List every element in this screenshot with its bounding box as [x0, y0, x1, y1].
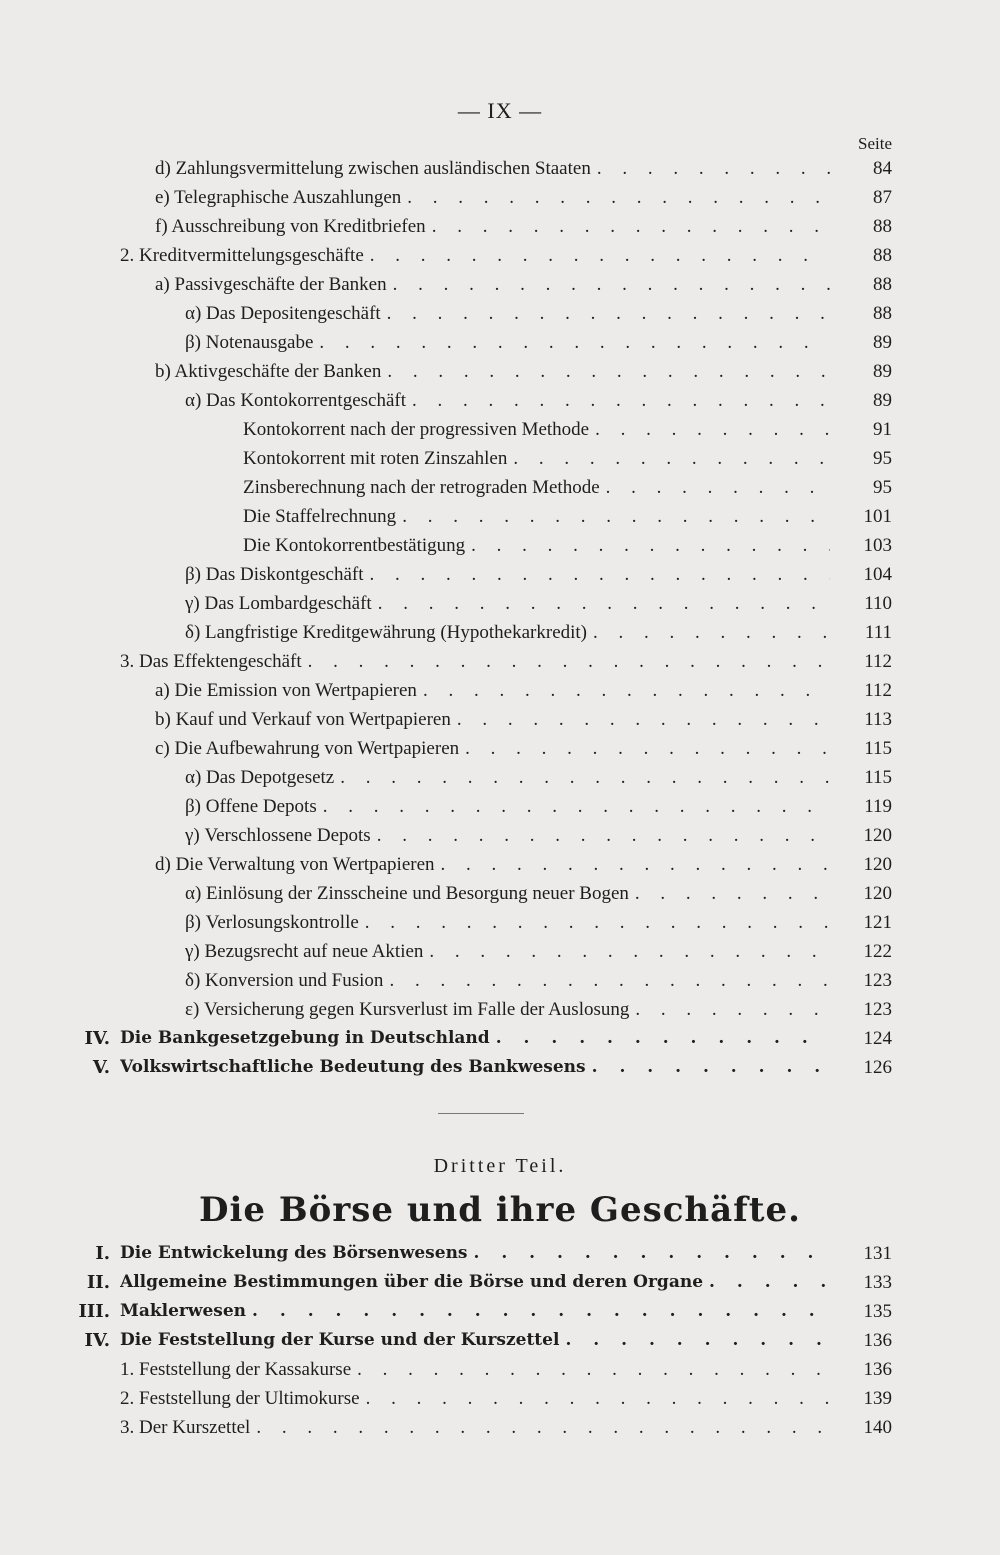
toc-entry [0, 999, 1000, 1028]
toc-entry-line [185, 564, 830, 586]
toc-entry [0, 1330, 1000, 1359]
dot-leader [387, 303, 830, 325]
toc-entry-page: 119 [864, 796, 892, 817]
dot-leader [357, 1359, 830, 1381]
toc-entry-page: 87 [873, 187, 892, 208]
toc-entry-page: 121 [863, 912, 892, 933]
toc-entry-title: 2. Kreditvermittelungsgeschäfte [120, 245, 364, 266]
toc-entry [0, 158, 1000, 187]
toc-entry-line [185, 970, 830, 992]
toc-entry-title: a) Passivgeschäfte der Banken [155, 274, 387, 295]
toc-entry [0, 767, 1000, 796]
toc-entry-page: 84 [873, 158, 892, 179]
dot-leader [597, 158, 830, 180]
toc-entry-line [155, 738, 830, 760]
dot-leader [377, 825, 830, 847]
toc-entry-page: 95 [873, 448, 892, 469]
toc-entry-page: 111 [864, 622, 892, 643]
toc-entry [0, 390, 1000, 419]
toc-entry-page: 89 [873, 390, 892, 411]
dot-leader [256, 1417, 830, 1439]
toc-entry-page: 88 [873, 245, 892, 266]
toc-entry-line [120, 245, 830, 267]
dot-leader [402, 506, 830, 528]
toc-entry [0, 825, 1000, 854]
page-number: — IX — [457, 98, 543, 123]
part-label: Dritter Teil. [433, 1155, 567, 1177]
toc-entry-page: 88 [873, 303, 892, 324]
section-divider [438, 1113, 524, 1114]
toc-entry-line [243, 448, 830, 470]
toc-entry-number: V. [92, 1057, 110, 1078]
toc-entry-page: 123 [863, 999, 892, 1020]
toc-entry-line [155, 274, 830, 296]
dot-leader [370, 245, 830, 267]
toc-entry [0, 796, 1000, 825]
toc-entry-title: Die Feststellung der Kurse und der Kurszettel [120, 1330, 560, 1350]
toc-entry [0, 1028, 1000, 1057]
toc-entry-line [120, 651, 830, 673]
toc-entry-number: III. [78, 1301, 110, 1322]
toc-entry-page: 88 [873, 216, 892, 237]
part-title: Die Börse und ihre Geschäfte. [199, 1190, 801, 1230]
seite-column-label: Seite [858, 134, 892, 153]
dot-leader [319, 332, 830, 354]
toc-entry-page: 120 [863, 825, 892, 846]
toc-entry-title: Zinsberechnung nach der retrograden Methode [243, 477, 600, 498]
toc-entry-title: Maklerwesen [120, 1301, 247, 1321]
toc-entry-title: d) Zahlungsvermittelung zwischen ausländischen Staaten [155, 158, 591, 179]
toc-entry-line [185, 796, 830, 818]
toc-entry [0, 274, 1000, 303]
toc-entry-page: 120 [863, 883, 892, 904]
dot-leader [709, 1272, 830, 1292]
toc-entry-page: 103 [863, 535, 892, 556]
dot-leader [387, 361, 830, 383]
toc-entry-title: f) Ausschreibung von Kreditbriefen [155, 216, 426, 237]
toc-entry-title: α) Einlösung der Zinsscheine und Besorgung neuer Bogen [185, 883, 629, 904]
dot-leader [593, 622, 830, 644]
toc-entry-line [120, 1272, 830, 1292]
toc-entry [0, 970, 1000, 999]
toc-entry-page: 115 [864, 738, 892, 759]
toc-entry [0, 564, 1000, 593]
toc-entry-title: b) Aktivgeschäfte der Banken [155, 361, 382, 382]
toc-entry-line [120, 1028, 830, 1048]
toc-entry-line [185, 390, 830, 412]
toc-entry-line [120, 1359, 830, 1381]
toc-entry-page: 88 [873, 274, 892, 295]
toc-entry-title: Die Kontokorrentbestätigung [243, 535, 466, 556]
toc-entry [0, 361, 1000, 390]
toc-entry [0, 854, 1000, 883]
dot-leader [457, 709, 830, 731]
toc-entry-page: 112 [864, 680, 892, 701]
toc-entry-page: 115 [864, 767, 892, 788]
toc-entry [0, 535, 1000, 564]
dot-leader [429, 941, 830, 963]
toc-entry [0, 593, 1000, 622]
toc-entry-line [120, 1417, 830, 1439]
toc-entry-title: Die Entwickelung des Börsenwesens [120, 1243, 468, 1263]
toc-entry-title: ε) Versicherung gegen Kursverlust im Falle der Auslosung [185, 999, 630, 1020]
toc-entry-page: 123 [863, 970, 892, 991]
toc-entry-number: II. [86, 1272, 110, 1293]
dot-leader [378, 593, 830, 615]
toc-entry-page: 95 [873, 477, 892, 498]
toc-entry-line [185, 825, 830, 847]
toc-entry [0, 941, 1000, 970]
toc-entry-line [155, 216, 830, 238]
toc-entry-page: 131 [863, 1243, 892, 1264]
toc-entry-page: 110 [864, 593, 892, 614]
toc-entry [0, 709, 1000, 738]
toc-entry [0, 1272, 1000, 1301]
toc-entry-page: 89 [873, 361, 892, 382]
toc-entry-title: Die Bankgesetzgebung in Deutschland [120, 1028, 490, 1048]
toc-entry-line [243, 535, 830, 557]
toc-entry-line [185, 999, 830, 1021]
dot-leader [365, 912, 830, 934]
dot-leader [496, 1028, 830, 1048]
toc-entry-page: 139 [863, 1388, 892, 1409]
toc-entry-line [120, 1057, 830, 1077]
toc-entry-title: a) Die Emission von Wertpapieren [155, 680, 417, 701]
toc-entry [0, 1243, 1000, 1272]
toc-entry-title: Allgemeine Bestimmungen über die Börse und deren Organe [120, 1272, 704, 1292]
toc-entry-title: Die Staffelrechnung [243, 506, 397, 527]
toc-entry-title: Kontokorrent mit roten Zinszahlen [243, 448, 508, 469]
toc-entry [0, 738, 1000, 767]
dot-leader [407, 187, 830, 209]
dot-leader [474, 1243, 831, 1263]
toc-entry-page: 126 [863, 1057, 892, 1078]
toc-entry-page: 124 [863, 1028, 892, 1049]
dot-leader [513, 448, 830, 470]
dot-leader [465, 738, 830, 760]
toc-entry-page: 133 [863, 1272, 892, 1293]
toc-entry-title: α) Das Depositengeschäft [185, 303, 381, 324]
dot-leader [635, 883, 830, 905]
toc-entry-title: γ) Bezugsrecht auf neue Aktien [185, 941, 424, 962]
toc-entry [0, 303, 1000, 332]
toc-entry-line [185, 332, 830, 354]
toc-entry-title: β) Verlosungskontrolle [185, 912, 359, 933]
dot-leader [635, 999, 830, 1021]
toc-entry-page: 113 [864, 709, 892, 730]
toc-entry [0, 883, 1000, 912]
dot-leader [308, 651, 830, 673]
toc-entry-title: δ) Konversion und Fusion [185, 970, 384, 991]
toc-entry-page: 140 [863, 1417, 892, 1438]
dot-leader [370, 564, 830, 586]
toc-entry-title: e) Telegraphische Auszahlungen [155, 187, 402, 208]
toc-entry-number: IV. [84, 1330, 110, 1351]
toc-entry-page: 120 [863, 854, 892, 875]
toc-entry-page: 104 [863, 564, 892, 585]
dot-leader [323, 796, 830, 818]
toc-entry-line [185, 303, 830, 325]
toc-entry-number: I. [95, 1243, 110, 1264]
dot-leader [606, 477, 830, 499]
toc-entry-title: Kontokorrent nach der progressiven Methode [243, 419, 590, 440]
toc-entry [0, 332, 1000, 361]
toc-entry-line [120, 1243, 830, 1263]
toc-entry-title: γ) Das Lombardgeschäft [185, 593, 372, 614]
toc-entry-line [185, 767, 830, 789]
toc-entry [0, 448, 1000, 477]
dot-leader [340, 767, 830, 789]
toc-entry [0, 216, 1000, 245]
toc-entry [0, 1359, 1000, 1388]
toc-entry [0, 622, 1000, 651]
toc-entry-line [185, 941, 830, 963]
toc-entry-line [185, 622, 830, 644]
toc-entry-title: γ) Verschlossene Depots [185, 825, 371, 846]
toc-entry-page: 91 [873, 419, 892, 440]
toc-entry-line [155, 158, 830, 180]
toc-entry-line [155, 187, 830, 209]
dot-leader [366, 1388, 830, 1410]
toc-entry-title: d) Die Verwaltung von Wertpapieren [155, 854, 435, 875]
toc-entry-title: α) Das Depotgesetz [185, 767, 335, 788]
toc-entry [0, 1388, 1000, 1417]
toc-entry-line [155, 680, 830, 702]
toc-entry [0, 187, 1000, 216]
toc-entry-line [243, 506, 830, 528]
toc-entry-page: 89 [873, 332, 892, 353]
toc-entry-line [243, 477, 830, 499]
dot-leader [565, 1330, 830, 1350]
toc-entry-page: 136 [863, 1359, 892, 1380]
toc-entry-number: IV. [84, 1028, 110, 1049]
toc-entry-title: β) Offene Depots [185, 796, 317, 817]
dot-leader [423, 680, 830, 702]
toc-entry [0, 1417, 1000, 1446]
toc-entry [0, 245, 1000, 274]
toc-entry-line [155, 361, 830, 383]
toc-entry-page: 112 [864, 651, 892, 672]
toc-entry [0, 680, 1000, 709]
toc-entry-title: 1. Feststellung der Kassakurse [120, 1359, 352, 1380]
toc-entry-line [185, 912, 830, 934]
toc-entry-line [155, 709, 830, 731]
toc-entry-line [120, 1330, 830, 1350]
dot-leader [441, 854, 830, 876]
toc-entry [0, 912, 1000, 941]
toc-entry-page: 136 [863, 1330, 892, 1351]
toc-entry-title: c) Die Aufbewahrung von Wertpapieren [155, 738, 460, 759]
toc-entry [0, 477, 1000, 506]
toc-entry [0, 506, 1000, 535]
dot-leader [393, 274, 830, 296]
toc-entry-page: 101 [863, 506, 892, 527]
toc-entry-line [243, 419, 830, 441]
toc-entry [0, 1057, 1000, 1086]
toc-entry-page: 135 [863, 1301, 892, 1322]
dot-leader [389, 970, 830, 992]
dot-leader [412, 390, 830, 412]
toc-entry-title: α) Das Kontokorrentgeschäft [185, 390, 406, 411]
toc-entry-line [185, 593, 830, 615]
toc-entry-line [120, 1388, 830, 1410]
toc-entry-title: 3. Das Effektengeschäft [120, 651, 302, 672]
toc-entry [0, 1301, 1000, 1330]
toc-entry-title: β) Das Diskontgeschäft [185, 564, 364, 585]
toc-entry-title: δ) Langfristige Kreditgewährung (Hypothekarkredit) [185, 622, 588, 643]
toc-entry-page: 122 [863, 941, 892, 962]
toc-entry-line [120, 1301, 830, 1321]
toc-entry-title: β) Notenausgabe [185, 332, 314, 353]
dot-leader [432, 216, 830, 238]
dot-leader [595, 419, 830, 441]
toc-entry-title: b) Kauf und Verkauf von Wertpapieren [155, 709, 451, 730]
toc-entry-title: 3. Der Kurszettel [120, 1417, 251, 1438]
toc-entry-line [155, 854, 830, 876]
toc-entry-title: 2. Feststellung der Ultimokurse [120, 1388, 360, 1409]
toc-entry [0, 651, 1000, 680]
dot-leader [471, 535, 830, 557]
dot-leader [592, 1057, 830, 1077]
toc-entry-title: Volkswirtschaftliche Bedeutung des Bankwesens [120, 1057, 586, 1077]
toc-entry [0, 419, 1000, 448]
dot-leader [252, 1301, 830, 1321]
toc-entry-line [185, 883, 830, 905]
